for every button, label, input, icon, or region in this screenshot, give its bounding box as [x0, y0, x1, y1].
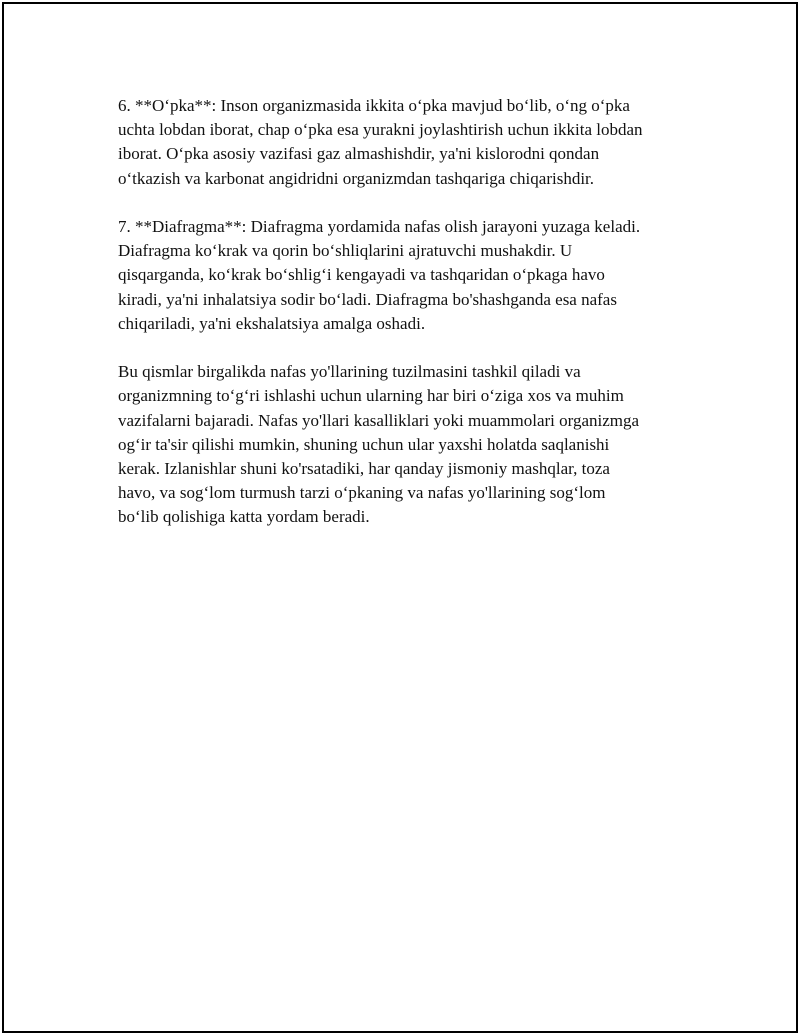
text-line: 6. **O‘pka**: Inson organizmasida ikkita o‘pka mavjud bo‘lib, o‘ng o‘pka [118, 96, 630, 115]
text-line: Bu qismlar birgalikda nafas yo'llarining tuzilmasini tashkil qiladi va [118, 362, 581, 382]
text-line: bo‘lib qolishiga katta yordam beradi. [118, 507, 370, 527]
paragraph-summary [118, 360, 698, 529]
text-line: organizmning to‘g‘ri ishlashi uchun ularning har biri o‘ziga xos va muhim [118, 386, 624, 406]
text-line: o‘tkazish va karbonat angidridni organizmdan tashqariga chiqarishdir. [118, 168, 595, 188]
text-line: qisqarganda, ko‘krak bo‘shlig‘i kengayadi va tashqaridan o‘pkaga havo [118, 265, 605, 285]
paragraph-diaphragm [118, 215, 698, 336]
text-line: iborat. O‘pka asosiy vazifasi gaz almashishdir, ya'ni kislorodni qondan [118, 144, 600, 164]
text-line: kiradi, ya'ni inhalatsiya sodir bo‘ladi. Diafragma bo'shashganda esa nafas [118, 289, 617, 309]
text-line: Diafragma ko‘krak va qorin bo‘shliqlarini ajratuvchi mushakdir. U [118, 241, 573, 261]
document-body [118, 94, 698, 554]
text-line: vazifalarni bajaradi. Nafas yo'llari kasalliklari yoki muammolari organizmga [118, 410, 640, 430]
text-line: og‘ir ta'sir qilishi mumkin, shuning uchun ular yaxshi holatda saqlanishi [118, 434, 610, 454]
text-line: havo, va sog‘lom turmush tarzi o‘pkaning va nafas yo'llarining sog‘lom [118, 483, 606, 503]
text-line: 7. **Diafragma**: Diafragma yordamida nafas olish jarayoni yuzaga keladi. [118, 217, 641, 236]
text-line: chiqariladi, ya'ni ekshalatsiya amalga oshadi. [118, 313, 426, 333]
paragraph-lungs [118, 94, 698, 191]
text-line: uchta lobdan iborat, chap o‘pka esa yurakni joylashtirish uchun ikkita lobdan [118, 120, 643, 140]
text-line: kerak. Izlanishlar shuni ko'rsatadiki, har qanday jismoniy mashqlar, toza [118, 459, 610, 479]
